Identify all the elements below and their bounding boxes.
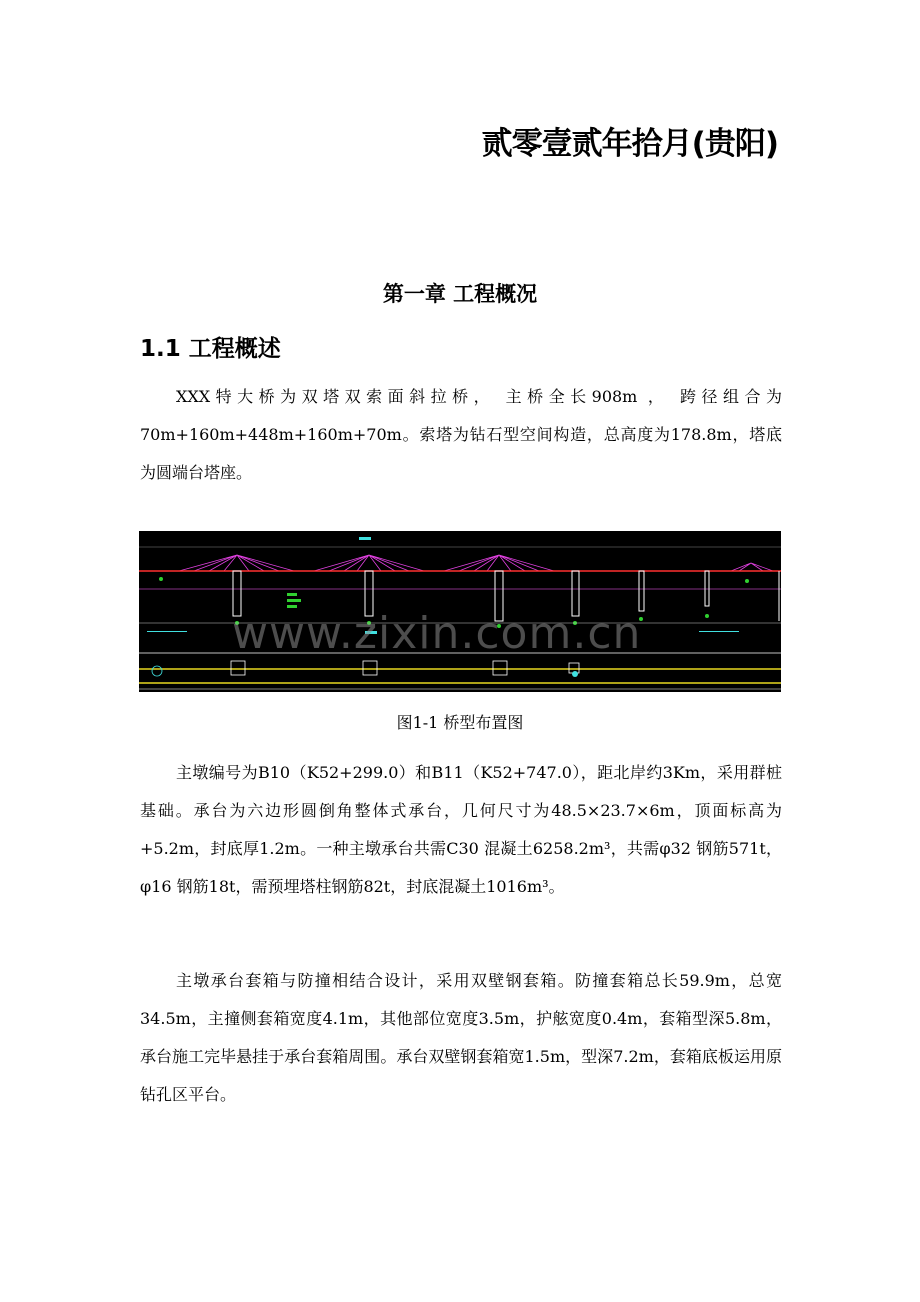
chapter-title: 第一章 工程概况: [382, 282, 538, 306]
paragraph-main-pier: 主墩编号为B10（K52+299.0）和B11（K52+747.0），距北岸约3Km，采用群桩基础。承台为六边形圆倒角整体式承台，几何尺寸为48.5×23.7×6m，顶面标高为+5.2m，封底厚1.2m。一种主墩承台共需C30 混凝土6258.2m³，共需φ32 钢筋571t，φ16 钢筋18t，需预埋塔柱钢筋82t，封底混凝土1016m³。: [140, 763, 782, 896]
watermark: www.zixin.com.cn: [232, 608, 642, 659]
date-line: 贰零壹贰年拾月(贵阳): [481, 126, 778, 162]
bridge-layout-drawing: [139, 531, 781, 692]
paragraph-overview: XXX特大桥为双塔双索面斜拉桥， 主桥全长908m ， 跨径组合为70m+160m+448m+160m+70m。索塔为钻石型空间构造，总高度为178.8m，塔底为圆端台塔座。: [140, 387, 782, 482]
paragraph-cofferdam: 主墩承台套箱与防撞相结合设计，采用双壁钢套箱。防撞套箱总长59.9m，总宽34.5m，主撞侧套箱宽度4.1m，其他部位宽度3.5m，护舷宽度0.4m，套箱型深5.8m，承台施工完毕悬挂于承台套箱周围。承台双壁钢套箱宽1.5m，型深7.2m，套箱底板运用原钻孔区平台。: [140, 971, 782, 1104]
figure-caption: 图1-1 桥型布置图: [396, 713, 524, 732]
section-title: 1.1 工程概述: [140, 336, 281, 362]
